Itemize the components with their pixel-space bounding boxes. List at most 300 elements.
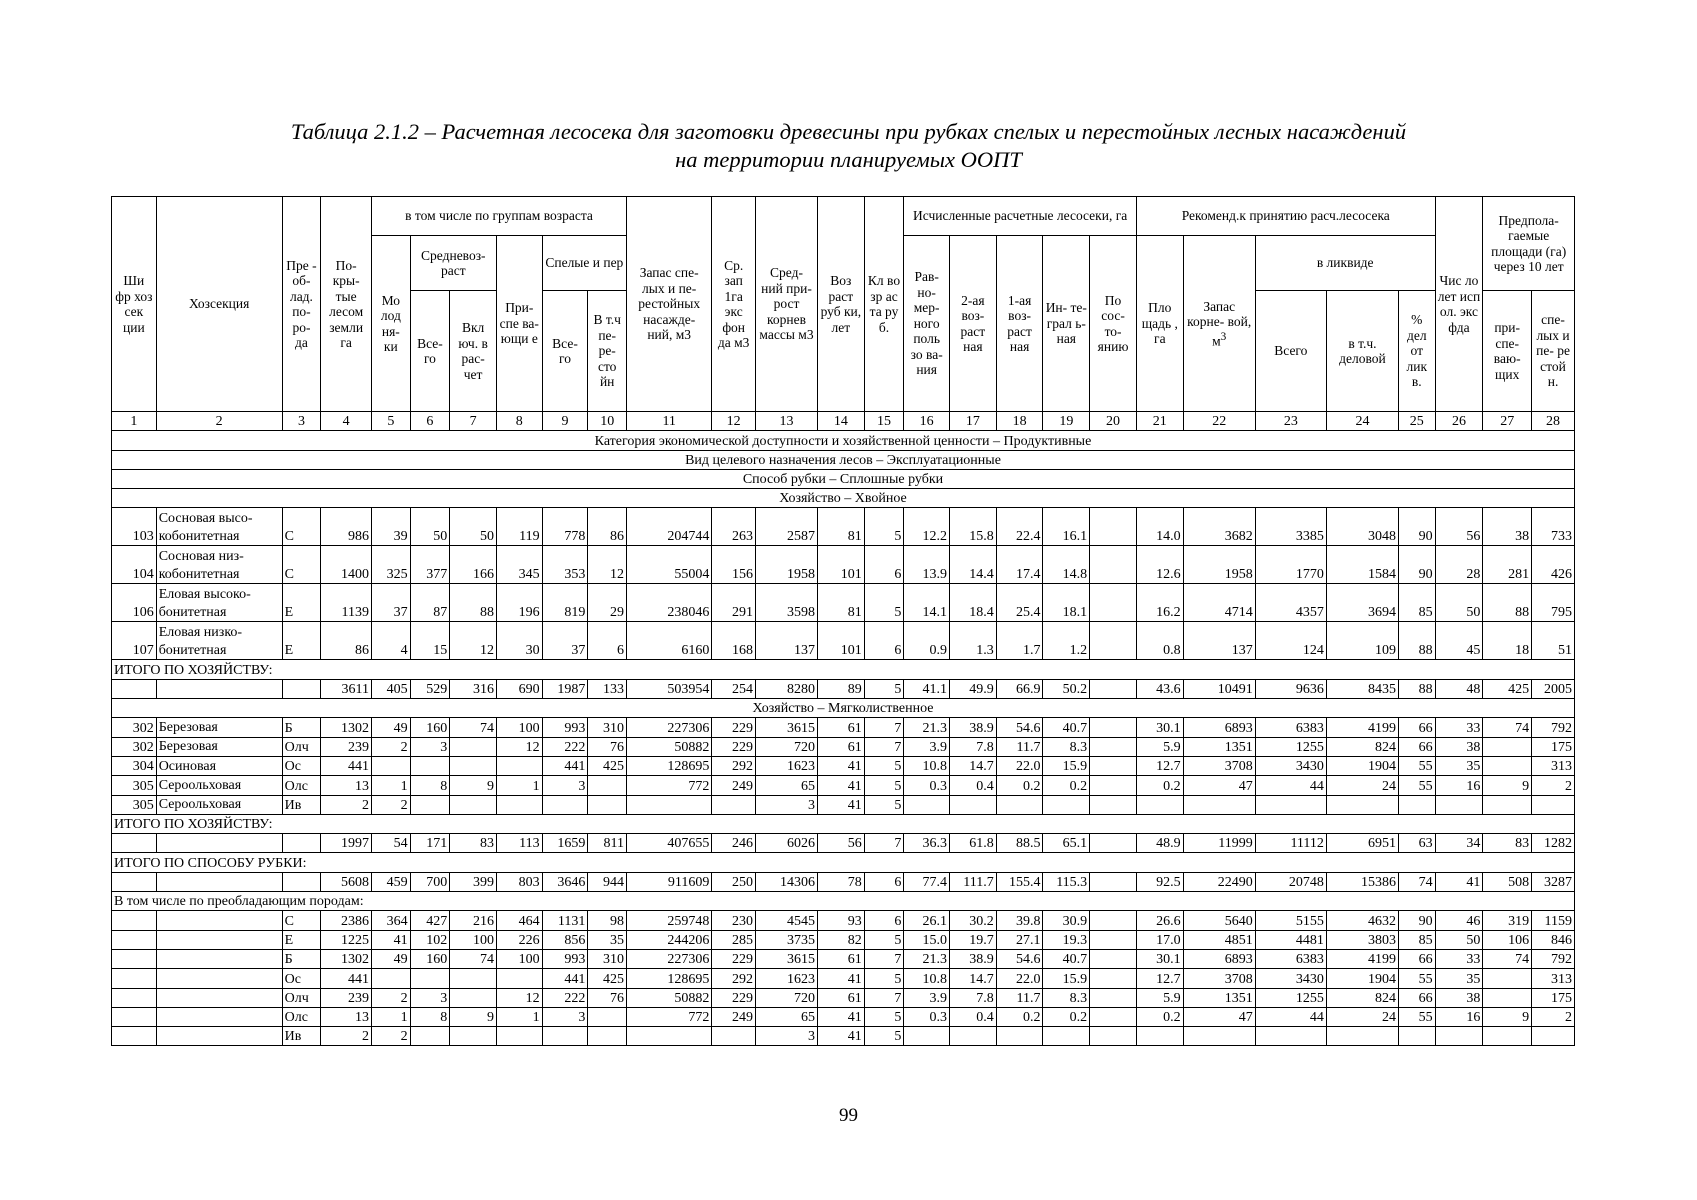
table-cell: 46 [1435,911,1483,930]
table-cell: 1351 [1183,737,1255,756]
table-cell: 9636 [1255,679,1326,698]
table-cell: 26.1 [904,911,950,930]
table-cell: 772 [627,776,712,795]
table-header [112,197,1575,412]
table-cell: 38.9 [950,718,997,737]
table-cell: 792 [1532,718,1575,737]
total-farm-label-cell: ИТОГО ПО ХОЗЯЙСТВУ: [112,660,1575,679]
table-cell: 83 [1483,834,1532,853]
table-cell: 55 [1399,969,1436,988]
table-cell: 2 [1532,1007,1575,1026]
table-cell: 4199 [1326,718,1398,737]
table-cell: 49 [372,949,411,968]
by-species-label [112,892,1575,911]
table-cell [1183,795,1255,814]
table-cell: 425 [588,756,627,775]
table-cell: 76 [588,737,627,756]
table-cell: 229 [712,737,756,756]
table-cell [588,795,627,814]
table-cell: 3682 [1183,508,1255,546]
column-number-cell: 11 [627,412,712,431]
table-cell: 0.2 [1043,1007,1090,1026]
table-cell: 19.3 [1043,930,1090,949]
table-cell: 304 [112,756,157,775]
table-title-line2: на территории планируемых ООПТ [675,147,1022,172]
table-cell [588,1007,627,1026]
table-cell: 15 [410,622,450,660]
table-cell: 76 [588,988,627,1007]
table-cell: 21.3 [904,718,950,737]
table-cell: Ив [282,1027,321,1046]
table-cell: 1255 [1255,737,1326,756]
table-cell: 7 [864,834,904,853]
column-number-cell: 15 [864,412,904,431]
table-cell: 119 [496,508,542,546]
table-cell: 291 [712,584,756,622]
table-cell: 6951 [1326,834,1398,853]
table-cell: 113 [496,834,542,853]
table-cell [156,1007,282,1026]
table-cell: 3694 [1326,584,1398,622]
page-number: 99 [839,1105,858,1126]
table-cell: 20748 [1255,872,1326,891]
table-cell: 98 [588,911,627,930]
table-cell: 16.2 [1136,584,1183,622]
table-cell: 5 [864,1007,904,1026]
table-cell [1532,795,1575,814]
table-cell [112,930,157,949]
table-cell [450,737,497,756]
table-cell: 43.6 [1136,679,1183,698]
section-method-cell: Способ рубки – Сплошные рубки [112,469,1575,488]
table-row [112,737,1575,756]
table-cell: 254 [712,679,756,698]
table-cell: 2 [1532,776,1575,795]
header-cell: Ин- те- грал ь- ная [1043,236,1090,412]
table-cell: 90 [1399,546,1436,584]
table-cell: 41 [1435,872,1483,891]
table-cell: 4545 [756,911,818,930]
table-cell [112,949,157,968]
table-cell: 5 [864,930,904,949]
column-number-cell: 26 [1435,412,1483,431]
table-cell: 226 [496,930,542,949]
table-cell [1399,795,1436,814]
table-cell [156,679,282,698]
table-cell: 0.2 [1043,776,1090,795]
column-number-cell: 19 [1043,412,1090,431]
header-cell: При- спе ва- ющи е [496,236,542,412]
table-cell: 0.3 [904,776,950,795]
table-cell: 7 [864,949,904,968]
table-cell: 35 [588,930,627,949]
table-cell: 12 [450,622,497,660]
table-cell: 12 [588,546,627,584]
table-cell: 986 [321,508,372,546]
table-cell: 175 [1532,737,1575,756]
table-cell: Олч [282,737,321,756]
table-cell: 40.7 [1043,718,1090,737]
table-cell: 1255 [1255,988,1326,1007]
table-cell: 54.6 [996,718,1043,737]
allowable-cut-table [111,196,1575,1046]
table-cell: 19.7 [950,930,997,949]
table-cell: 41 [817,969,864,988]
table-row [112,930,1575,949]
table-cell: 1904 [1326,969,1398,988]
table-cell [1090,930,1137,949]
table-cell: 778 [542,508,588,546]
table-cell: 310 [588,718,627,737]
table-cell [1090,584,1137,622]
table-cell: 993 [542,949,588,968]
table-cell: 16 [1435,776,1483,795]
table-cell [112,834,157,853]
table-cell: 8 [410,1007,450,1026]
table-cell: 10491 [1183,679,1255,698]
table-cell: 41 [817,795,864,814]
table-cell: 377 [410,546,450,584]
table-cell: 325 [372,546,411,584]
table-cell: 50 [450,508,497,546]
column-numbers-row [112,412,1575,431]
table-cell: 78 [817,872,864,891]
table-cell: 87 [410,584,450,622]
table-cell: 22.0 [996,756,1043,775]
table-cell: 171 [410,834,450,853]
table-cell: 160 [410,949,450,968]
table-cell: 216 [450,911,497,930]
table-cell: 6383 [1255,949,1326,968]
table-cell: 175 [1532,988,1575,1007]
table-cell: 459 [372,872,411,891]
table-cell: 3 [542,776,588,795]
table-cell: 249 [712,776,756,795]
table-cell: 229 [712,988,756,1007]
header-cell [1183,236,1255,412]
table-cell: 0.4 [950,1007,997,1026]
table-cell: 720 [756,988,818,1007]
table-cell: 85 [1399,930,1436,949]
table-cell: 88.5 [996,834,1043,853]
table-cell: 2 [321,795,372,814]
table-cell: 292 [712,756,756,775]
table-cell: 65 [756,1007,818,1026]
column-number-cell: 23 [1255,412,1326,431]
table-cell [1483,969,1532,988]
table-cell [410,969,450,988]
table-cell: 56 [1435,508,1483,546]
table-cell: 1139 [321,584,372,622]
table-cell: 246 [712,834,756,853]
table-cell [1532,1027,1575,1046]
table-cell: 824 [1326,737,1398,756]
table-cell: 48 [1435,679,1483,698]
table-cell: 104 [112,546,157,584]
table-cell [156,969,282,988]
table-cell: 89 [817,679,864,698]
table-cell: 22.0 [996,969,1043,988]
table-cell [588,1027,627,1046]
table-cell: 44 [1255,776,1326,795]
table-cell: 101 [817,546,864,584]
table-cell [112,679,157,698]
table-cell: 4851 [1183,930,1255,949]
table-cell: 1302 [321,718,372,737]
table-cell: 3646 [542,872,588,891]
table-cell: 5 [864,679,904,698]
table-cell: 425 [588,969,627,988]
table-cell: 3430 [1255,969,1326,988]
total-farm-label [112,660,1575,679]
table-cell: С [282,508,321,546]
table-cell: 50 [1435,930,1483,949]
table-cell: 12.6 [1136,546,1183,584]
table-cell: 2 [321,1027,372,1046]
table-cell: 464 [496,911,542,930]
table-cell: 16.1 [1043,508,1090,546]
table-cell: 55004 [627,546,712,584]
header-cell: Пре - об- лад. по- ро- да [282,197,321,412]
table-cell [1090,622,1137,660]
table-cell [950,1027,997,1046]
table-cell: 10.8 [904,969,950,988]
header-superscript: 3 [1220,330,1227,343]
table-cell: 222 [542,737,588,756]
table-cell: 1.7 [996,622,1043,660]
column-number-cell: 16 [904,412,950,431]
table-cell: 40.7 [1043,949,1090,968]
table-cell: 1770 [1255,546,1326,584]
section-category [112,431,1575,450]
table-cell [156,1027,282,1046]
table-cell: 1659 [542,834,588,853]
table-cell: 128695 [627,756,712,775]
table-cell: 74 [450,949,497,968]
header-cell: Все- го [410,291,450,412]
table-cell [410,756,450,775]
table-cell [1043,795,1090,814]
table-cell: 302 [112,718,157,737]
table-cell: 319 [1483,911,1532,930]
table-cell: 2005 [1532,679,1575,698]
table-row [112,872,1575,891]
table-row [112,988,1575,1007]
table-cell: 259748 [627,911,712,930]
table-title-line1: Таблица 2.1.2 – Расчетная лесосека для заготовки древесины при рубках спелых и перестойных лесных насаждений [290,119,1407,144]
table-cell: 103 [112,508,157,546]
table-cell: 5608 [321,872,372,891]
table-cell: 54 [372,834,411,853]
table-cell: 3 [410,988,450,1007]
table-cell: 6160 [627,622,712,660]
header-cell: % дел от лик в. [1399,291,1436,412]
table-row [112,795,1575,814]
table-cell: 6 [588,622,627,660]
table-cell: 3708 [1183,969,1255,988]
table-cell: 4199 [1326,949,1398,968]
table-cell: 1.3 [950,622,997,660]
table-cell: 14306 [756,872,818,891]
table-cell: 6 [864,546,904,584]
table-cell: 38 [1483,508,1532,546]
table-cell [496,756,542,775]
table-cell: 7 [864,737,904,756]
table-cell [112,1027,157,1046]
table-cell: 441 [542,756,588,775]
table-cell: 426 [1532,546,1575,584]
table-cell: 5 [864,776,904,795]
table-cell: 204744 [627,508,712,546]
table-cell: 29 [588,584,627,622]
table-row [112,949,1575,968]
table-cell: 819 [542,584,588,622]
table-cell: 3 [756,1027,818,1046]
table-cell [112,911,157,930]
table-cell: 63 [1399,834,1436,853]
table-cell: 47 [1183,776,1255,795]
section-purpose [112,450,1575,469]
table-row [112,622,1575,660]
table-cell [1483,756,1532,775]
table-cell [1090,679,1137,698]
table-cell: 13 [321,776,372,795]
table-cell: 55 [1399,1007,1436,1026]
header-cell: 2-ая воз- раст ная [950,236,997,412]
header-cell: Ср. зап 1га экс фон да м3 [712,197,756,412]
table-cell: 49.9 [950,679,997,698]
table-cell [1483,737,1532,756]
table-cell [496,795,542,814]
table-cell: 33 [1435,949,1483,968]
table-cell: 100 [450,930,497,949]
table-cell [450,1027,497,1046]
table-cell [372,969,411,988]
table-cell: 503954 [627,679,712,698]
table-cell: 15386 [1326,872,1398,891]
table-cell: 55 [1399,756,1436,775]
table-cell: 263 [712,508,756,546]
table-cell: 6893 [1183,718,1255,737]
header-cell: Сред- ний при- рост корнев массы м3 [756,197,818,412]
table-cell: 50882 [627,988,712,1007]
table-cell: 65.1 [1043,834,1090,853]
table-cell: 30.1 [1136,949,1183,968]
table-cell: 155.4 [996,872,1043,891]
table-cell: 101 [817,622,864,660]
table-cell: 160 [410,718,450,737]
table-cell: 92.5 [1136,872,1183,891]
table-cell: 2 [372,737,411,756]
table-cell: 9 [450,776,497,795]
table-cell [496,969,542,988]
table-cell: 227306 [627,949,712,968]
table-cell: 239 [321,737,372,756]
table-cell: 1225 [321,930,372,949]
table-cell [996,795,1043,814]
table-cell [450,756,497,775]
table-cell [1435,1027,1483,1046]
table-cell: 107 [112,622,157,660]
table-cell: 700 [410,872,450,891]
table-cell: 5 [864,1027,904,1046]
table-cell: 65 [756,776,818,795]
table-cell: 0.2 [1136,1007,1183,1026]
header-cell: Вкл юч. в рас- чет [450,291,497,412]
table-cell: 292 [712,969,756,988]
table-cell [1435,795,1483,814]
table-row [112,776,1575,795]
table-cell: 5 [864,795,904,814]
table-cell: 81 [817,508,864,546]
table-cell [1255,795,1326,814]
table-cell: 15.9 [1043,969,1090,988]
table-cell: 100 [496,949,542,968]
table-cell: 5 [864,969,904,988]
table-cell: 50 [410,508,450,546]
table-cell: 166 [450,546,497,584]
table-cell: 30 [496,622,542,660]
table-cell: 66 [1399,737,1436,756]
header-cell: По сос- то- янию [1090,236,1137,412]
table-cell: 102 [410,930,450,949]
table-cell [1043,1027,1090,1046]
header-cell: при- спе- ваю- щих [1483,291,1532,412]
table-cell: С [282,546,321,584]
table-cell: 77.4 [904,872,950,891]
table-cell: 88 [450,584,497,622]
table-cell: 128695 [627,969,712,988]
table-cell: 803 [496,872,542,891]
table-cell: 17.0 [1136,930,1183,949]
table-cell: 6 [864,622,904,660]
table-cell: 4481 [1255,930,1326,949]
column-number-cell: 12 [712,412,756,431]
table-cell: 3385 [1255,508,1326,546]
table-cell [1136,795,1183,814]
table-cell: 6893 [1183,949,1255,968]
table-cell [450,988,497,1007]
table-cell: 11999 [1183,834,1255,853]
column-number-cell: 18 [996,412,1043,431]
table-cell: 12.2 [904,508,950,546]
table-cell: 36.3 [904,834,950,853]
table-cell: 8280 [756,679,818,698]
table-cell: 6 [864,911,904,930]
table-cell [1090,776,1137,795]
table-cell: 4357 [1255,584,1326,622]
table-cell: 90 [1399,911,1436,930]
column-number-cell: 1 [112,412,157,431]
table-cell: 281 [1483,546,1532,584]
table-cell: 61 [817,949,864,968]
table-cell: 2587 [756,508,818,546]
section-category-cell: Категория экономической доступности и хозяйственной ценности – Продуктивные [112,431,1575,450]
table-cell [1090,718,1137,737]
table-cell [712,1027,756,1046]
table-cell [1483,1027,1532,1046]
table-cell: 30.9 [1043,911,1090,930]
table-cell: Олс [282,776,321,795]
table-cell: 2 [372,795,411,814]
table-cell: Сероольховая [156,776,282,795]
table-row [112,546,1575,584]
table-cell: 37 [542,622,588,660]
table-cell: 66.9 [996,679,1043,698]
table-cell: 5 [864,508,904,546]
table-cell [1090,508,1137,546]
header-cell: Рекоменд.к принятию расч.лесосека [1136,197,1435,236]
